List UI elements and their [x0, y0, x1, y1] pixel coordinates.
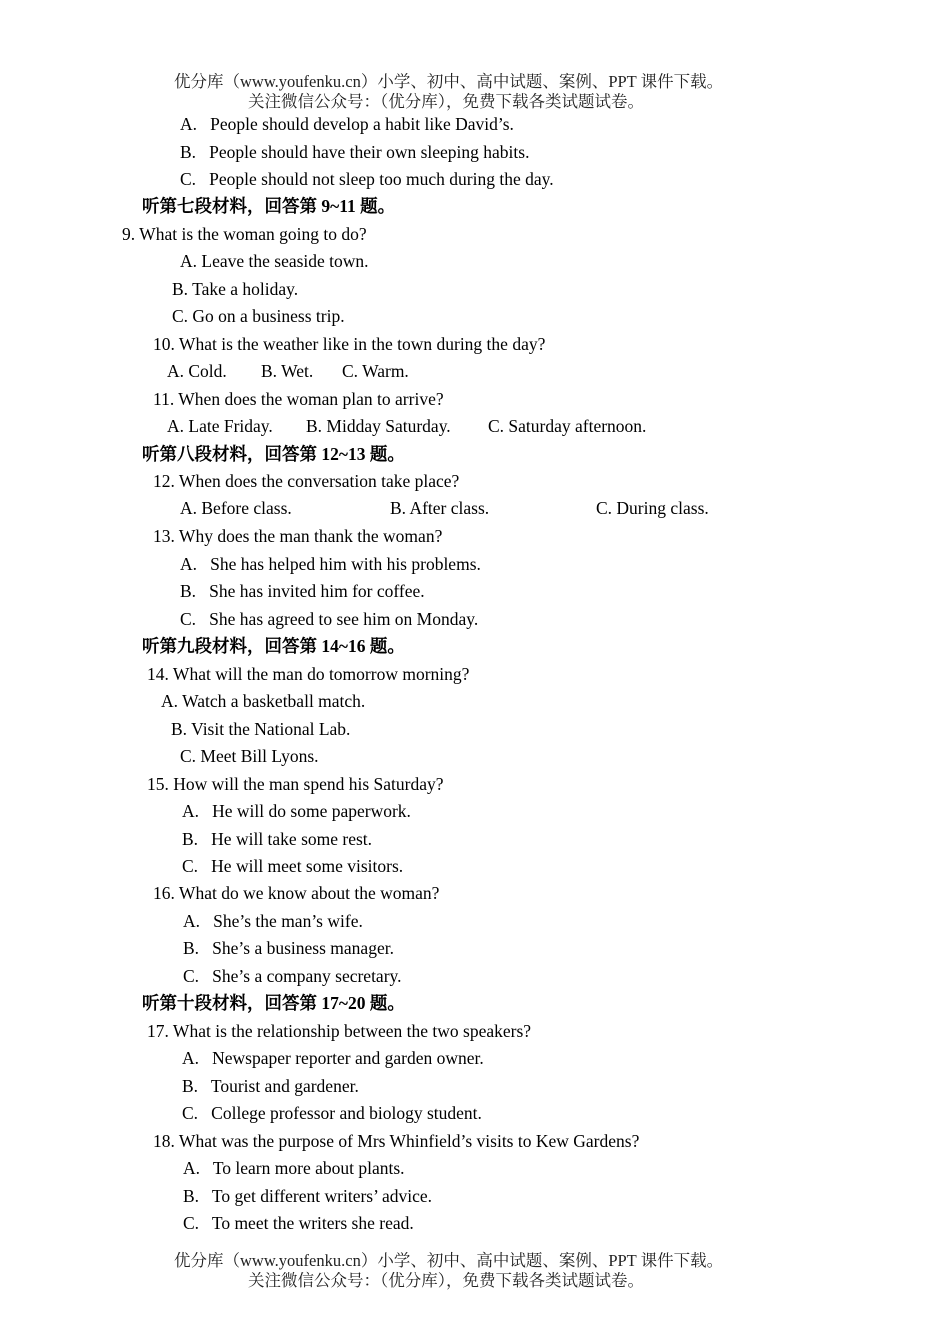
q10-option-b: B. Wet.	[261, 361, 314, 381]
q12-option-a: A. Before class.	[180, 498, 292, 518]
header-line-2: 关注微信公众号：（优分库），免费下载各类试题试卷。	[248, 92, 644, 111]
q15-option-a: A. He will do some paperwork.	[182, 801, 411, 821]
q14-option-b: B. Visit the National Lab.	[171, 719, 351, 739]
q17-question: 17. What is the relationship between the two speakers?	[147, 1021, 532, 1041]
section-8-heading: 听第八段材料，回答第 12~13 题。	[142, 444, 405, 464]
q9-question: 9. What is the woman going to do?	[122, 224, 367, 244]
section-7-heading: 听第七段材料，回答第 9~11 题。	[142, 196, 396, 216]
q10-option-a: A. Cold.	[167, 361, 227, 381]
q9-option-a: A. Leave the seaside town.	[180, 251, 369, 271]
section-9-heading: 听第九段材料，回答第 14~16 题。	[142, 636, 405, 656]
q15-option-c: C. He will meet some visitors.	[182, 856, 404, 876]
q15-option-b: B. He will take some rest.	[182, 829, 373, 849]
q16-option-a: A. She’s the man’s wife.	[183, 911, 363, 931]
q11-option-c: C. Saturday afternoon.	[488, 416, 647, 436]
q9-option-b: B. Take a holiday.	[172, 279, 299, 299]
section-10-heading: 听第十段材料，回答第 17~20 题。	[142, 993, 405, 1013]
q16-option-c: C. She’s a company secretary.	[183, 966, 402, 986]
footer-line-1: 优分库（www.youfenku.cn）小学、初中、高中试题、案例、PPT 课件下载。	[174, 1251, 724, 1270]
q11-option-b: B. Midday Saturday.	[306, 416, 451, 436]
q17-option-c: C. College professor and biology student.	[182, 1103, 482, 1123]
header-line-1: 优分库（www.youfenku.cn）小学、初中、高中试题、案例、PPT 课件下载。	[174, 72, 724, 91]
q18-option-b: B. To get different writers’ advice.	[183, 1186, 433, 1206]
q16-question: 16. What do we know about the woman?	[153, 883, 440, 903]
footer-line-2: 关注微信公众号：（优分库），免费下载各类试题试卷。	[248, 1271, 644, 1290]
q15-question: 15. How will the man spend his Saturday?	[147, 774, 444, 794]
q18-option-c: C. To meet the writers she read.	[183, 1213, 414, 1233]
q10-question: 10. What is the weather like in the town during the day?	[153, 334, 546, 354]
q12-option-c: C. During class.	[596, 498, 709, 518]
q17-option-b: B. Tourist and gardener.	[182, 1076, 359, 1096]
q10-option-c: C. Warm.	[342, 361, 409, 381]
q17-option-a: A. Newspaper reporter and garden owner.	[182, 1048, 484, 1068]
q8-option-a: A. People should develop a habit like David’s.	[180, 114, 514, 134]
q13-option-b: B. She has invited him for coffee.	[180, 581, 425, 601]
q9-option-c: C. Go on a business trip.	[172, 306, 345, 326]
q13-option-c: C. She has agreed to see him on Monday.	[180, 609, 479, 629]
q14-option-c: C. Meet Bill Lyons.	[180, 746, 319, 766]
q14-question: 14. What will the man do tomorrow morning?	[147, 664, 470, 684]
q8-option-c: C. People should not sleep too much during the day.	[180, 169, 554, 189]
q14-option-a: A. Watch a basketball match.	[161, 691, 366, 711]
q13-option-a: A. She has helped him with his problems.	[180, 554, 481, 574]
q18-option-a: A. To learn more about plants.	[183, 1158, 405, 1178]
q8-option-b: B. People should have their own sleeping habits.	[180, 142, 530, 162]
q12-option-b: B. After class.	[390, 498, 490, 518]
q12-question: 12. When does the conversation take place?	[153, 471, 460, 491]
q18-question: 18. What was the purpose of Mrs Whinfield’s visits to Kew Gardens?	[153, 1131, 640, 1151]
q16-option-b: B. She’s a business manager.	[183, 938, 394, 958]
q11-option-a: A. Late Friday.	[167, 416, 273, 436]
q13-question: 13. Why does the man thank the woman?	[153, 526, 443, 546]
q11-question: 11. When does the woman plan to arrive?	[153, 389, 444, 409]
